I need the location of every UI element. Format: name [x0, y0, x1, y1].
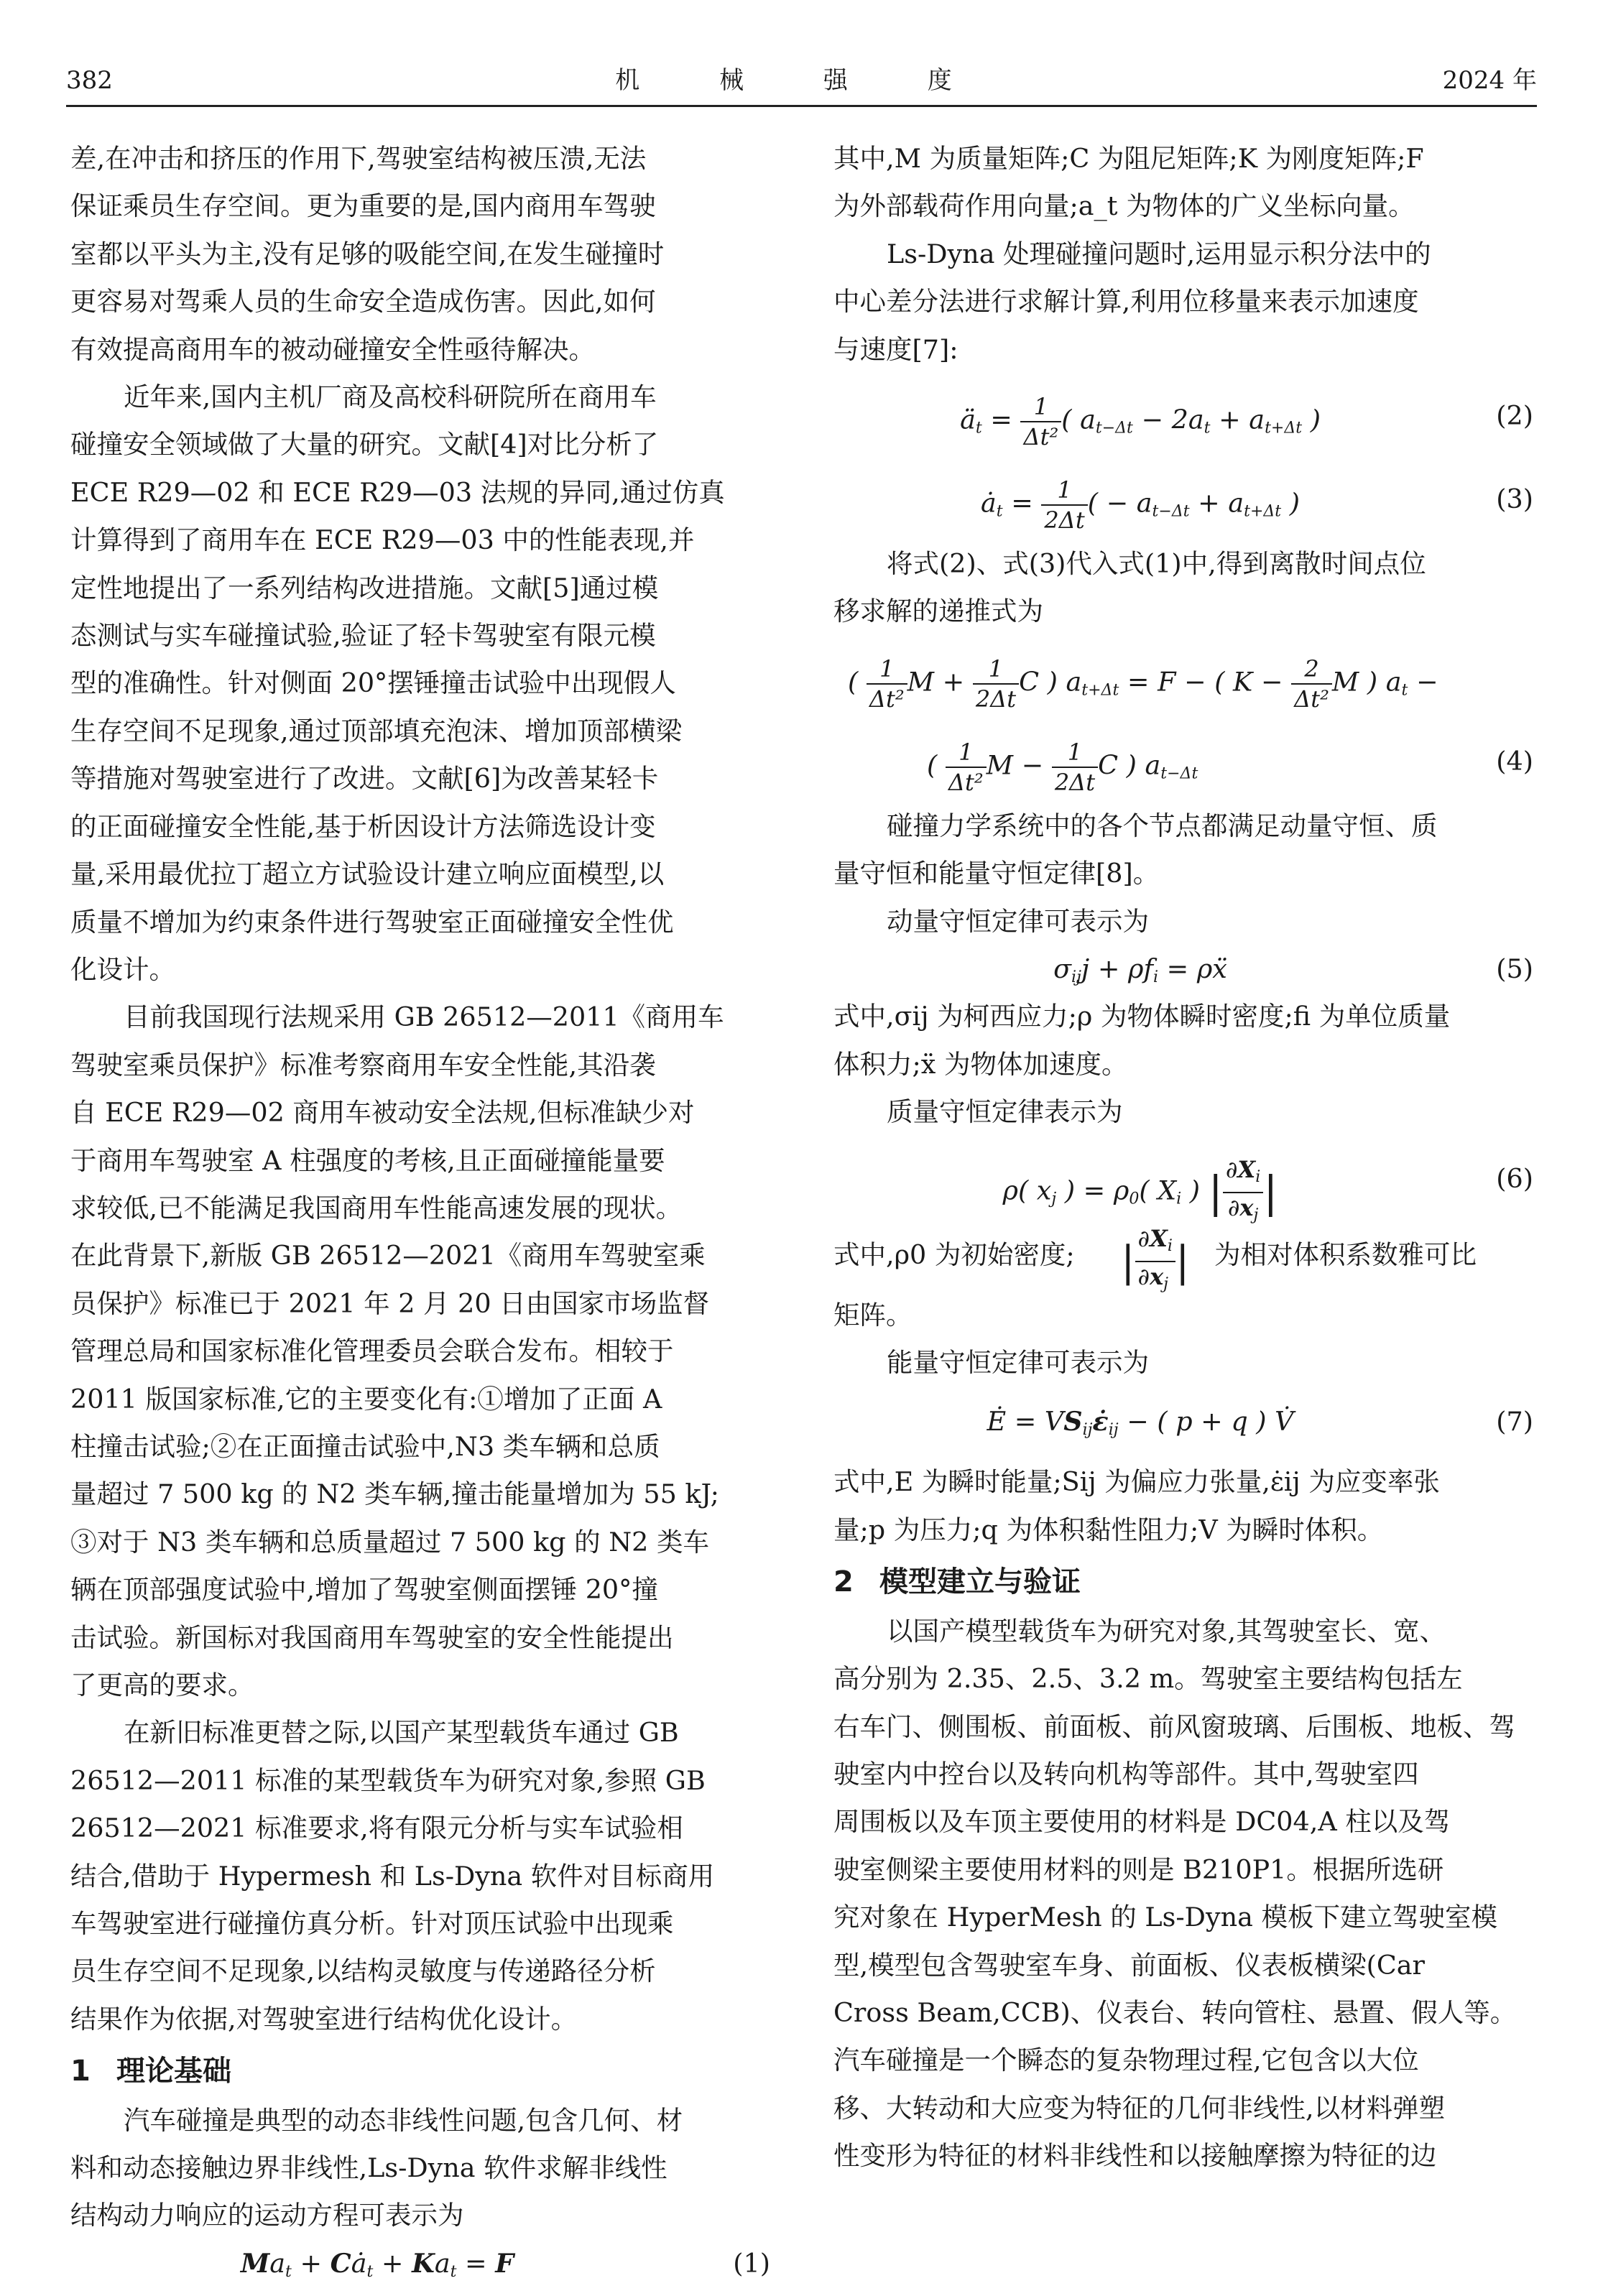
text-line: 2011 版国家标准,它的主要变化有:①增加了正面 A — [70, 1383, 662, 1415]
text-line: 将式(2)、式(3)代入式(1)中,得到离散时间点位 — [887, 548, 1426, 580]
text-line: 为外部载荷作用向量;a_t 为物体的广义坐标向量。 — [833, 190, 1415, 222]
text-line: 员生存空间不足现象,以结构灵敏度与传递路径分析 — [70, 1955, 656, 1987]
text-line: Ls-Dyna 处理碰撞问题时,运用显示积分法中的 — [887, 238, 1431, 269]
text-line: 性变形为特征的材料非线性和以接触摩擦为特征的边 — [833, 2140, 1437, 2172]
section-number: 2 — [833, 1565, 854, 1599]
paragraph-matrix-definitions — [833, 135, 1533, 231]
equation-number: (4) — [1496, 745, 1533, 777]
running-header — [66, 65, 1537, 107]
text-line: 于商用车驾驶室 A 柱强度的考核,且正面碰撞能量要 — [70, 1144, 665, 1176]
equation-body: $Ma_t$ + $Cȧ_t + Ka_t = F$ — [240, 2247, 514, 2281]
text-line: 的正面碰撞安全性能,基于析因设计方法筛选设计变 — [70, 810, 656, 842]
jacobian-symbol: | $\frac{\partial X_i}{\partial x_j}$ | — [1121, 1224, 1190, 1293]
text-line: 生存空间不足现象,通过顶部填充泡沫、增加顶部横梁 — [70, 715, 683, 746]
equation-body: Ė = $VS_{ij}\varepsiloṅ_{ij}$ − ( p + q ) V̇ — [987, 1406, 1294, 1440]
text-line: 驾驶室乘员保护》标准考察商用车安全性能,其沿袭 — [70, 1049, 656, 1080]
paragraph-central-difference — [833, 231, 1533, 374]
section-number: 1 — [70, 2055, 91, 2088]
text-line: 料和动态接触边界非线性,Ls-Dyna 软件求解非线性 — [70, 2152, 667, 2184]
publication-year: 2024 年 — [1442, 66, 1537, 95]
page-number: 382 — [66, 66, 113, 95]
text-line: 在此背景下,新版 GB 26512—2021《商用车驾驶室乘 — [70, 1240, 706, 1272]
section-heading — [70, 2047, 770, 2095]
text-line: 型,模型包含驾驶室车身、前面板、仪表板横梁(Car — [833, 1949, 1425, 1981]
text-line: 自 ECE R29—02 商用车被动安全法规,但标准缺少对 — [70, 1097, 695, 1129]
text-line: 驶室内中控台以及转向机构等部件。其中,驾驶室四 — [833, 1758, 1419, 1790]
equation-body: $ä_t$ = $\frac{1}{\text{Δt²}}$ ( $a_{t-\Delta t} - 2a_t + a_{t+\Delta t}$ ) — [960, 393, 1321, 451]
section-title: 理论基础 — [116, 2055, 231, 2088]
text-line: 员保护》标准已于 2021 年 2 月 20 日由国家市场监督 — [70, 1287, 710, 1319]
text-line: 能量守恒定律可表示为 — [887, 1347, 1149, 1379]
section-heading — [833, 1558, 1533, 1606]
text-line: 更容易对驾乘人员的生命安全造成伤害。因此,如何 — [70, 286, 656, 318]
paragraph-conservation — [833, 802, 1533, 898]
text-line: 移、大转动和大应变为特征的几何非线性,以材料弹塑 — [833, 2092, 1446, 2124]
text-line: 等措施对驾驶室进行了改进。文献[6]为改善某轻卡 — [70, 763, 659, 795]
equation-7 — [833, 1387, 1533, 1458]
text-line: 体积力;ẍ 为物体加速度。 — [833, 1048, 1128, 1080]
equation-number: (2) — [1496, 400, 1533, 432]
equation-4-line-2 — [833, 719, 1533, 802]
text-line: 管理总局和国家标准化管理委员会联合发布。相较于 — [70, 1336, 674, 1367]
text-line: 驶室侧梁主要使用材料的则是 B210P1。根据所选研 — [833, 1853, 1444, 1885]
paragraph-energy-symbols — [833, 1458, 1533, 1554]
equation-number: (5) — [1496, 953, 1533, 985]
text-line: 定性地提出了一系列结构改进措施。文献[5]通过模 — [70, 572, 659, 603]
equation-number: (7) — [1496, 1406, 1533, 1438]
text-line: 式中,E 为瞬时能量;Sij 为偏应力张量,ε̇ij 为应变率张 — [833, 1466, 1440, 1498]
equation-body: $\sigma_{ij}j + \rho f_i$ = ρẍ — [1053, 953, 1227, 987]
text-line: 26512—2021 标准要求,将有限元分析与实车试验相 — [70, 1813, 683, 1844]
text-line: 碰撞安全领域做了大量的研究。文献[4]对比分析了 — [70, 429, 659, 460]
text-line: 求较低,已不能满足我国商用车性能高速发展的现状。 — [70, 1192, 683, 1223]
text-line: 结合,借助于 Hypermesh 和 Ls-Dyna 软件对目标商用 — [70, 1860, 715, 1892]
paragraph-energy-intro — [833, 1339, 1533, 1387]
text-line: 动量守恒定律可表示为 — [887, 905, 1149, 937]
text-line: 式中,σij 为柯西应力;ρ 为物体瞬时密度;fi 为单位质量 — [833, 1001, 1451, 1032]
text-line: 有效提高商用车的被动碰撞安全性亟待解决。 — [70, 333, 595, 365]
equation-body: $ȧ_t$ = $\frac{1}{2\Delta t}$ ( − $a_{t-\Delta t} + a_{t+\Delta t}$ ) — [981, 476, 1300, 534]
equation-number: (3) — [1496, 483, 1533, 515]
text-line: 在新旧标准更替之际,以国产某型载货车通过 GB — [124, 1717, 679, 1749]
section-title: 模型建立与验证 — [879, 1565, 1081, 1599]
equation-2 — [833, 374, 1533, 457]
text-line: 结果作为依据,对驾驶室进行结构优化设计。 — [70, 2003, 578, 2035]
equation-6 — [833, 1137, 1533, 1224]
text-line: 中心差分法进行求解计算,利用位移量来表示加速度 — [833, 286, 1419, 318]
equation-body: ( $\frac{1}{\text{Δt²}}$ M + $\frac{1}{2\Delta t}$ C ) $a_{t+\Delta t} = F$ − ( K − $\frac{2}{\text{Δt²}}$ M ) $a_t$ − — [848, 654, 1438, 713]
text-line: 矩阵。 — [833, 1299, 913, 1330]
text-line: 移求解的递推式为 — [833, 596, 1043, 627]
text-span: 式中,ρ0 为初始密度; — [833, 1239, 1075, 1270]
text-line: 量超过 7 500 kg 的 N2 类车辆,撞击能量增加为 55 kJ; — [70, 1478, 719, 1510]
text-line: 目前我国现行法规采用 GB 26512—2011《商用车 — [124, 1001, 724, 1033]
text-line: Cross Beam,CCB)、仪表台、转向管柱、悬置、假人等。 — [833, 1996, 1517, 2028]
paragraph-mass-intro — [833, 1088, 1533, 1136]
text-line: 保证乘员生存空间。更为重要的是,国内商用车驾驶 — [70, 190, 656, 222]
equation-4-line-1 — [833, 636, 1533, 719]
equation-number: (1) — [733, 2247, 770, 2279]
text-line: 态测试与实车碰撞试验,验证了轻卡驾驶室有限元模 — [70, 620, 656, 652]
text-line: 结构动力响应的运动方程可表示为 — [70, 2200, 464, 2231]
left-column — [70, 135, 770, 2287]
text-line: 与速度[7]: — [833, 333, 958, 365]
equation-body: ( $\frac{1}{\text{Δt²}}$ M − $\frac{1}{2\Delta t}$ C ) $a_{t-\Delta t}$ — [927, 738, 1198, 796]
text-line: 量守恒和能量守恒定律[8]。 — [833, 858, 1160, 889]
text-line: 近年来,国内主机厂商及高校科研院所在商用车 — [124, 381, 657, 413]
text-line: 质量不增加为约束条件进行驾驶室正面碰撞安全性优 — [70, 906, 674, 938]
text-line: 柱撞击试验;②在正面撞击试验中,N3 类车辆和总质 — [70, 1430, 660, 1462]
text-line: 其中,M 为质量矩阵;C 为阻尼矩阵;K 为刚度矩阵;F — [833, 143, 1424, 174]
text-line: ③对于 N3 类车辆和总质量超过 7 500 kg 的 N2 类车 — [70, 1526, 710, 1557]
equation-1 — [70, 2240, 770, 2287]
text-line: 了更高的要求。 — [70, 1670, 254, 1700]
text-line: 高分别为 2.35、2.5、3.2 m。驾驶室主要结构包括左 — [833, 1663, 1463, 1695]
equation-body: ρ( $x_j$ ) = $\rho_0$( $X_i$ ) | $\frac{\partial X_i}{\partial x_j}$ | — [1002, 1155, 1278, 1224]
text-line: ECE R29—02 和 ECE R29—03 法规的异同,通过仿真 — [70, 476, 725, 508]
text-line: 化设计。 — [70, 953, 175, 985]
equation-3 — [833, 457, 1533, 540]
equation-number: (6) — [1496, 1162, 1533, 1194]
paragraph-recursion — [833, 540, 1533, 636]
journal-name: 机 械 强 度 — [615, 66, 988, 95]
text-line: 量;p 为压力;q 为体积黏性阻力;V 为瞬时体积。 — [833, 1514, 1384, 1545]
text-line: 究对象在 HyperMesh 的 Ls-Dyna 模板下建立驾驶室模 — [833, 1902, 1497, 1933]
paragraph-regulations — [70, 994, 770, 1709]
paragraph-momentum-intro — [833, 898, 1533, 945]
paragraph-theory — [70, 2097, 770, 2240]
text-line: 计算得到了商用车在 ECE R29—03 中的性能表现,并 — [70, 524, 695, 556]
text-line: 击试验。新国标对我国商用车驾驶室的安全性能提出 — [70, 1621, 674, 1653]
paragraph-study-objective — [70, 1709, 770, 2043]
text-line: 汽车碰撞是典型的动态非线性问题,包含几何、材 — [124, 2104, 683, 2136]
right-column — [833, 135, 1533, 2180]
text-line: 车驾驶室进行碰撞仿真分析。针对顶压试验中出现乘 — [70, 1908, 674, 1940]
text-line: 差,在冲击和挤压的作用下,驾驶室结构被压溃,无法 — [70, 143, 647, 174]
text-line: 型的准确性。针对侧面 20°摆锤撞击试验中出现假人 — [70, 667, 676, 699]
equation-5 — [833, 945, 1533, 993]
text-line: 26512—2011 标准的某型载货车为研究对象,参照 GB — [70, 1764, 706, 1796]
text-line: 周围板以及车顶主要使用的材料是 DC04,A 柱以及驾 — [833, 1806, 1451, 1838]
paragraph-continuation — [70, 135, 770, 374]
text-line: 以国产模型载货车为研究对象,其驾驶室长、宽、 — [887, 1615, 1446, 1647]
text-line: 室都以平头为主,没有足够的吸能空间,在发生碰撞时 — [70, 238, 665, 269]
paragraph-literature-review — [70, 374, 770, 994]
paragraph-jacobian — [833, 1220, 1533, 1292]
text-line: 汽车碰撞是一个瞬态的复杂物理过程,它包含以大位 — [833, 2045, 1419, 2076]
paragraph-momentum-symbols — [833, 993, 1533, 1088]
text-line: 辆在顶部强度试验中,增加了驾驶室侧面摆锤 20°撞 — [70, 1574, 658, 1606]
text-span: 为相对体积系数雅可比 — [1214, 1239, 1477, 1270]
paragraph-model-building — [833, 1608, 1533, 2180]
text-line: 右车门、侧围板、前面板、前风窗玻璃、后围板、地板、驾 — [833, 1711, 1515, 1742]
text-line: 质量守恒定律表示为 — [887, 1096, 1123, 1128]
text-line: 碰撞力学系统中的各个节点都满足动量守恒、质 — [887, 810, 1438, 841]
text-line: 量,采用最优拉丁超立方试验设计建立响应面模型,以 — [70, 858, 665, 890]
